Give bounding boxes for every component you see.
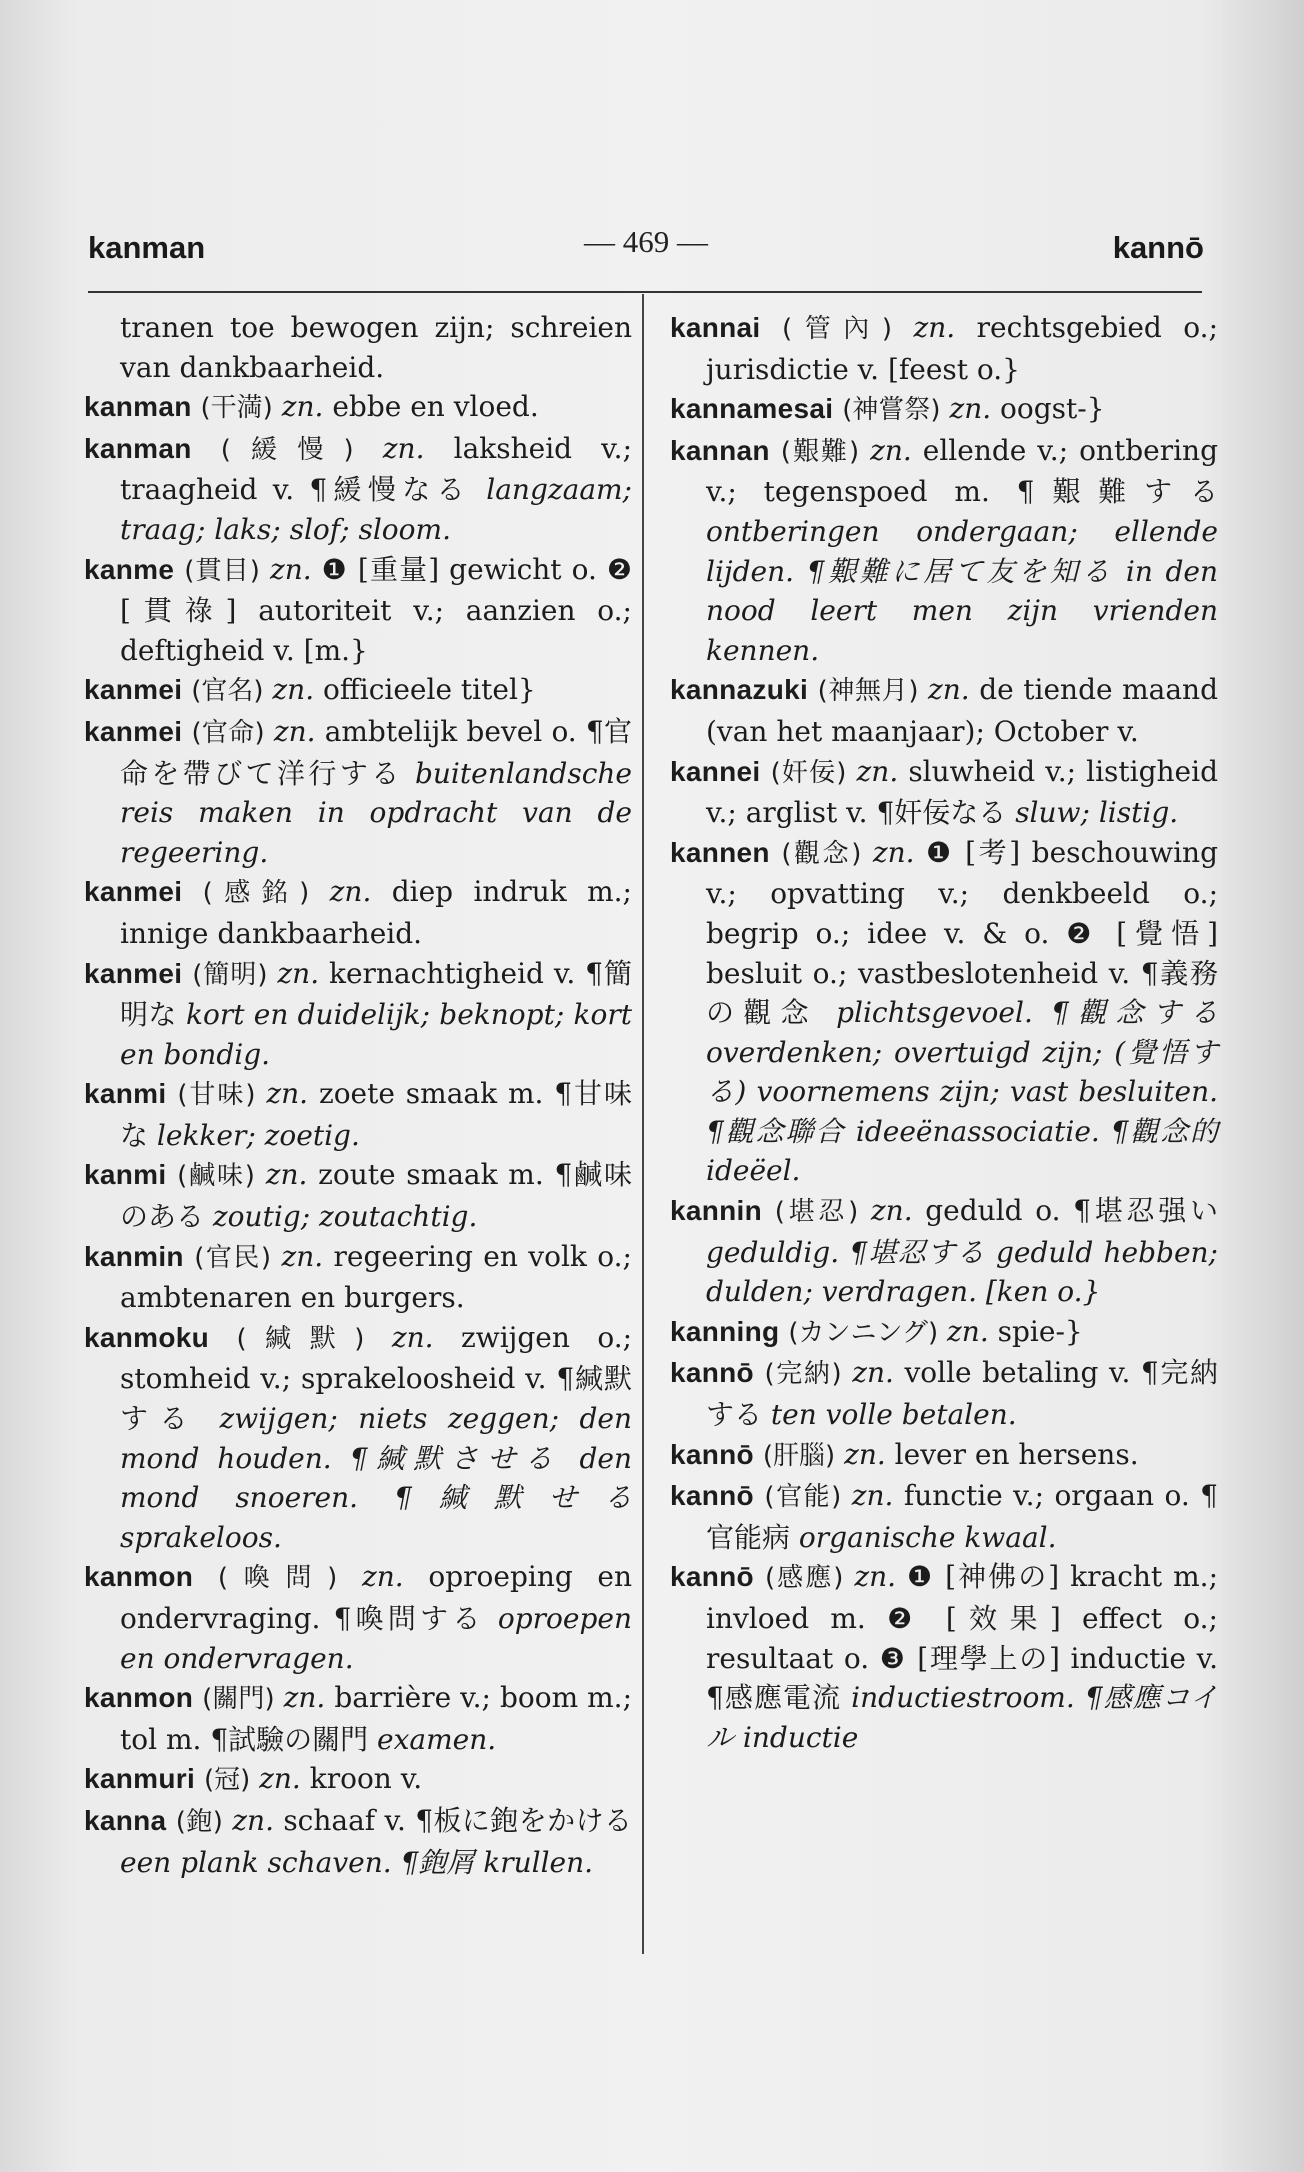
entry-example: sluw; listig. <box>1015 796 1179 830</box>
entry-example: oproepen en ondervragen. <box>120 1602 632 1675</box>
dictionary-entry <box>84 1155 632 1236</box>
entry-headword: kannen <box>670 836 770 868</box>
entry-headword: kannei <box>670 755 761 787</box>
entry-example: zoutig; zoutachtig. <box>212 1200 478 1234</box>
part-of-speech: zn. <box>329 875 372 909</box>
dictionary-entry <box>84 1074 632 1155</box>
dictionary-entry <box>84 387 632 429</box>
entry-example: organische kwaal. <box>798 1520 1057 1554</box>
entry-headword: kannō <box>670 1561 754 1593</box>
entry-kanji: (堪忍) <box>774 1197 859 1228</box>
entry-headword: kanmon <box>84 1682 194 1714</box>
entry-headword: kanmei <box>84 876 183 908</box>
entry-headword: kanme <box>84 553 175 585</box>
entry-definition: ❶ [重量] gewicht o. ❷ [貫祿] autoriteit v.; aanzien o.; deftigheid v. [m.} <box>120 552 632 667</box>
entry-kanji: (緘默) <box>236 1323 365 1354</box>
entry-example: ontberingen ondergaan; ellende lijden. ¶艱難に居て友を知る in den nood leert men zijn vrienden kennen. <box>706 514 1218 667</box>
entry-headword: kannai <box>670 312 761 343</box>
entry-definition: kroon v. <box>309 1762 423 1796</box>
part-of-speech: zn. <box>854 1560 897 1594</box>
part-of-speech: zn. <box>277 956 320 990</box>
entry-kanji: (官能) <box>764 1482 842 1513</box>
entry-kanji: (神無月) <box>817 676 919 707</box>
entry-definition: laksheid v.; traagheid v. ¶緩慢なる <box>120 431 633 507</box>
dictionary-entry <box>84 1678 632 1759</box>
entry-definition: ellende v.; ontbering v.; tegenspoed m. ¶艱難する <box>706 433 1219 509</box>
entry-headword: kannan <box>670 434 770 466</box>
entry-example: examen. <box>377 1722 497 1756</box>
entry-headword: kannō <box>670 1438 754 1470</box>
entry-definition: functie v.; orgaan o. ¶官能病 <box>706 1479 1218 1554</box>
entry-kanji: (神嘗祭) <box>842 395 941 426</box>
part-of-speech: zn. <box>844 1437 886 1471</box>
header-rule <box>88 291 1202 293</box>
dictionary-entry <box>670 431 1218 671</box>
right-running-head: kannō <box>1112 230 1204 265</box>
dictionary-entry <box>84 954 632 1075</box>
dictionary-entry <box>84 308 632 387</box>
part-of-speech: zn. <box>870 433 912 467</box>
dictionary-entry <box>84 872 632 953</box>
dictionary-entry <box>84 1557 632 1678</box>
left-column <box>84 308 632 1882</box>
entry-definition: ❶ [考] beschouwing v.; opvatting v.; denkbeeld o.; begrip o.; idee v. & o. ❷ [覺悟] besluit o.; vastbeslotenheid v. ¶義務の觀念 <box>706 835 1218 1030</box>
part-of-speech: zn. <box>851 1479 894 1513</box>
entry-kanji: (管內) <box>782 314 893 344</box>
entry-definition: spie-} <box>997 1314 1083 1348</box>
entry-definition: volle betaling v. ¶完納する <box>706 1356 1218 1432</box>
entry-headword: kanmin <box>84 1240 184 1272</box>
entry-kanji: (甘味) <box>177 1080 256 1111</box>
entry-definition: zoute smaak m. ¶鹹味のある <box>120 1158 632 1234</box>
dictionary-entry <box>84 429 632 550</box>
dictionary-entry <box>670 833 1218 1191</box>
part-of-speech: zn. <box>913 311 956 344</box>
entry-definition: lever en hersens. <box>894 1437 1139 1471</box>
entry-definition: schaaf v. ¶板に鉋をかける <box>283 1803 633 1837</box>
entry-headword: kanning <box>670 1315 780 1347</box>
entry-definition: ❶ [神佛の] kracht m.; invloed m. ❷ [效果] effect o.; resultaat o. ❸ [理學上の] inductie v. ¶感應電流 <box>706 1560 1219 1715</box>
entry-headword: kanmi <box>84 1159 167 1191</box>
right-column <box>670 308 1218 1757</box>
dictionary-entry <box>84 670 632 712</box>
column-divider <box>642 294 644 1954</box>
dictionary-entry <box>84 1318 632 1558</box>
dictionary-entry <box>670 752 1218 833</box>
dictionary-entry <box>670 1557 1218 1757</box>
entry-kanji: (奸佞) <box>770 757 847 788</box>
part-of-speech: zn. <box>273 714 316 748</box>
dictionary-entry <box>84 1801 632 1882</box>
entry-kanji: (冠) <box>203 1765 251 1796</box>
entry-example: een plank schaven. ¶鉋屑 krullen. <box>120 1845 594 1879</box>
entry-headword: kanmei <box>84 715 183 747</box>
entry-example: geduldig. ¶堪忍する geduld hebben; dulden; verdragen. [ken o.} <box>706 1235 1218 1309</box>
entry-kanji: (干満) <box>200 393 273 424</box>
dictionary-entry <box>670 1353 1218 1434</box>
entry-definition: sluwheid v.; listigheid v.; arglist v. ¶奸佞なる <box>706 754 1219 830</box>
entry-headword: kanman <box>84 391 192 423</box>
part-of-speech: zn. <box>269 552 312 586</box>
entry-definition: rechtsgebied o.; jurisdictie v. [feest o.} <box>706 311 1219 386</box>
part-of-speech: zn. <box>232 1803 274 1837</box>
entry-kanji: (感銘) <box>202 878 310 909</box>
entry-headword: kannin <box>670 1195 763 1227</box>
entry-definition: ebbe en vloed. <box>332 390 539 424</box>
entry-kanji: (鉋) <box>175 1806 223 1837</box>
entry-continuation: tranen toe bewogen zijn; schreien van dankbaarheid. <box>120 311 632 384</box>
entry-kanji: (觀念) <box>781 838 862 869</box>
part-of-speech: zn. <box>266 1077 309 1111</box>
dictionary-entry <box>84 1759 632 1801</box>
entry-headword: kanman <box>84 432 192 464</box>
entry-headword: kanmon <box>84 1561 194 1593</box>
part-of-speech: zn. <box>283 1681 326 1715</box>
entry-definition: de tiende maand (van het maanjaar); October v. <box>706 673 1219 748</box>
entry-example: zwijgen; niets zeggen; den mond houden. ¶緘默させる den mond snoeren. ¶緘默せる sprakeloos. <box>120 1402 633 1554</box>
entry-kanji: (肝腦) <box>762 1440 836 1471</box>
part-of-speech: zn. <box>947 1314 989 1348</box>
entry-definition: ambtelijk bevel o. ¶官命を帶びて洋行する <box>120 714 632 790</box>
part-of-speech: zn. <box>281 1239 324 1273</box>
dictionary-entry <box>670 389 1218 431</box>
part-of-speech: zn. <box>872 835 915 869</box>
dictionary-entry <box>84 712 632 872</box>
entry-headword: kanmuri <box>84 1763 196 1795</box>
entry-definition: barrière v.; boom m.; tol m. ¶試驗の關門 <box>120 1681 633 1756</box>
part-of-speech: zn. <box>856 754 899 788</box>
part-of-speech: zn. <box>272 673 315 707</box>
entry-headword: kannamesai <box>670 393 834 425</box>
entry-definition: zwijgen o.; stomheid v.; sprakeloosheid v. ¶緘默する <box>120 1320 633 1436</box>
entry-definition: diep indruk m.; innige dankbaarheid. <box>120 875 632 950</box>
dictionary-entry <box>84 1237 632 1318</box>
entry-definition: zoete smaak m. ¶甘味な <box>120 1077 633 1152</box>
entry-example: kort en duidelijk; beknopt; kort en bondig. <box>120 998 632 1071</box>
entry-example: lekker; zoetig. <box>156 1118 360 1152</box>
part-of-speech: zn. <box>391 1320 434 1354</box>
part-of-speech: zn. <box>852 1356 894 1390</box>
entry-kanji: (鹹味) <box>177 1161 255 1192</box>
entry-headword: kannō <box>670 1480 754 1512</box>
left-running-head: kanman <box>88 230 206 265</box>
entry-headword: kanna <box>84 1804 167 1836</box>
part-of-speech: zn. <box>259 1762 301 1796</box>
part-of-speech: zn. <box>928 673 970 707</box>
entry-kanji: (官名) <box>191 676 264 707</box>
entry-kanji: (關門) <box>202 1684 275 1715</box>
dictionary-entry <box>670 1435 1218 1477</box>
entry-kanji: (カンニング) <box>788 1317 939 1348</box>
entry-headword: kanmei <box>84 674 183 706</box>
entry-kanji: (貫目) <box>184 555 260 586</box>
dictionary-entry <box>670 1476 1218 1557</box>
entry-kanji: (官民) <box>194 1242 272 1273</box>
entry-headword: kanmoku <box>84 1321 210 1353</box>
part-of-speech: zn. <box>281 390 324 424</box>
dictionary-entry <box>84 550 632 671</box>
entry-headword: kanmei <box>84 957 183 989</box>
entry-definition: regeering en volk o.; ambtenaren en burgers. <box>120 1239 632 1315</box>
dictionary-entry <box>670 1312 1218 1354</box>
entry-kanji: (簡明) <box>192 959 268 990</box>
entry-kanji: (喚問) <box>217 1563 338 1594</box>
entry-definition: kernachtigheid v. ¶簡明な <box>120 956 632 1032</box>
entry-definition: oogst-} <box>1000 392 1105 426</box>
page-header <box>88 218 1204 268</box>
entry-kanji: (完納) <box>764 1359 842 1390</box>
part-of-speech: zn. <box>949 392 992 426</box>
part-of-speech: zn. <box>362 1560 404 1594</box>
entry-example: langzaam; traag; laks; slof; sloom. <box>120 473 632 546</box>
entry-definition: geduld o. ¶堪忍强い <box>925 1194 1218 1228</box>
entry-example: plichtsgevoel. ¶觀念する overdenken; overtuigd zijn; (覺悟する) voornemens zijn; vast besluiten. ¶觀念聯合 ideeënassociatie. ¶觀念的 ideëel. <box>706 996 1219 1188</box>
part-of-speech: zn. <box>382 431 425 465</box>
part-of-speech: zn. <box>265 1158 308 1192</box>
dictionary-entry <box>670 670 1218 751</box>
part-of-speech: zn. <box>870 1194 913 1228</box>
entry-headword: kannazuki <box>670 674 809 706</box>
dictionary-entry <box>670 308 1218 389</box>
entry-headword: kannō <box>670 1357 754 1389</box>
entry-kanji: (艱難) <box>780 436 860 467</box>
entry-kanji: (緩慢) <box>220 434 354 465</box>
entry-example: buitenlandsche reis maken in opdracht van de regeering. <box>120 756 632 869</box>
entry-definition: oproeping en ondervraging. ¶喚問する <box>120 1560 633 1635</box>
entry-headword: kanmi <box>84 1078 167 1110</box>
entry-kanji: (感應) <box>764 1563 844 1594</box>
entry-example: inductiestroom. ¶感應コイル inductie <box>706 1681 1218 1754</box>
entry-kanji: (官命) <box>191 717 265 748</box>
entry-example: ten volle betalen. <box>770 1398 1017 1432</box>
dictionary-entry <box>670 1191 1218 1312</box>
page-number: — 469 — <box>584 224 708 259</box>
entry-definition: officieele titel} <box>323 673 536 707</box>
